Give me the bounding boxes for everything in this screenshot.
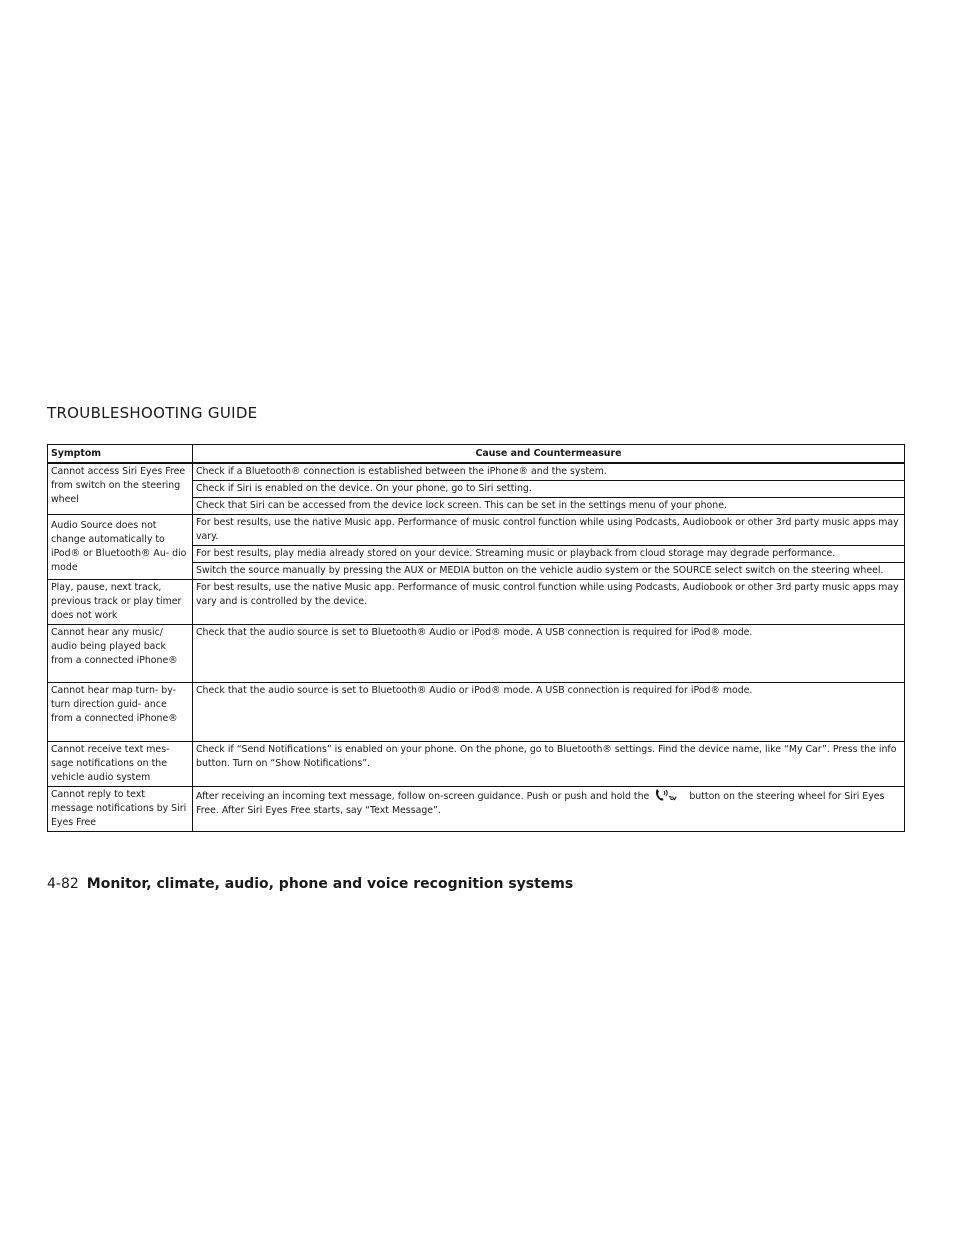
cause-cell: Check if a Bluetooth® connection is established between the iPhone® and the system. <box>193 463 905 481</box>
cause-text-after-icon: button on the steering wheel for Siri Eyes Free. After Siri Eyes Free starts, say “Text Message”. <box>196 791 885 816</box>
table-row <box>48 787 905 832</box>
table-row <box>48 463 905 481</box>
cause-cell: For best results, play media already stored on your device. Streaming music or playback from cloud storage may degrade performance. <box>193 546 905 563</box>
symptom-cell: Cannot access Siri Eyes Free from switch on the steering wheel <box>48 463 193 515</box>
table-header-row <box>48 445 905 464</box>
table-row <box>48 625 905 683</box>
page-number: 4-82 <box>47 876 79 892</box>
cause-cell <box>193 787 905 832</box>
page-footer <box>47 876 573 892</box>
cause-cell: Check that the audio source is set to Bluetooth® Audio or iPod® mode. A USB connection is required for iPod® mode. <box>193 625 905 683</box>
chapter-title: Monitor, climate, audio, phone and voice recognition systems <box>86 876 574 892</box>
header-symptom: Symptom <box>48 445 193 464</box>
symptom-cell: Cannot reply to text message notifications by Siri Eyes Free <box>48 787 193 832</box>
cause-cell: For best results, use the native Music app. Performance of music control function while using Podcasts, Audiobook or other 3rd party music apps may vary. <box>193 515 905 546</box>
troubleshooting-table <box>47 444 905 832</box>
cause-cell: Check if “Send Notifications” is enabled on your phone. On the phone, go to Bluetooth® settings. Find the device name, like “My Car”. Press the info button. Turn on “Show Notifications”. <box>193 742 905 787</box>
table-row <box>48 742 905 787</box>
cause-cell: Switch the source manually by pressing the AUX or MEDIA button on the vehicle audio system or the SOURCE select switch on the steering wheel. <box>193 563 905 580</box>
header-cause: Cause and Countermeasure <box>193 445 905 464</box>
cause-cell: Check if Siri is enabled on the device. On your phone, go to Siri setting. <box>193 481 905 498</box>
symptom-cell: Cannot receive text mes- sage notifications on the vehicle audio system <box>48 742 193 787</box>
table-row <box>48 683 905 742</box>
voice-talk-steering-button-icon <box>653 788 679 802</box>
cause-cell: For best results, use the native Music app. Performance of music control function while using Podcasts, Audiobook or other 3rd party music apps may vary and is controlled by the device. <box>193 580 905 625</box>
cause-cell: Check that Siri can be accessed from the device lock screen. This can be set in the settings menu of your phone. <box>193 498 905 515</box>
cause-text-before-icon: After receiving an incoming text message, follow on-screen guidance. Push or push and hold the <box>196 791 650 802</box>
symptom-cell: Audio Source does not change automatically to iPod® or Bluetooth® Au- dio mode <box>48 515 193 580</box>
table-row <box>48 515 905 546</box>
table-row <box>48 580 905 625</box>
symptom-cell: Cannot hear any music/ audio being played back from a connected iPhone® <box>48 625 193 683</box>
cause-cell: Check that the audio source is set to Bluetooth® Audio or iPod® mode. A USB connection is required for iPod® mode. <box>193 683 905 742</box>
symptom-cell: Cannot hear map turn- by-turn direction guid- ance from a connected iPhone® <box>48 683 193 742</box>
symptom-cell: Play, pause, next track, previous track or play timer does not work <box>48 580 193 625</box>
section-title: TROUBLESHOOTING GUIDE <box>47 404 258 422</box>
